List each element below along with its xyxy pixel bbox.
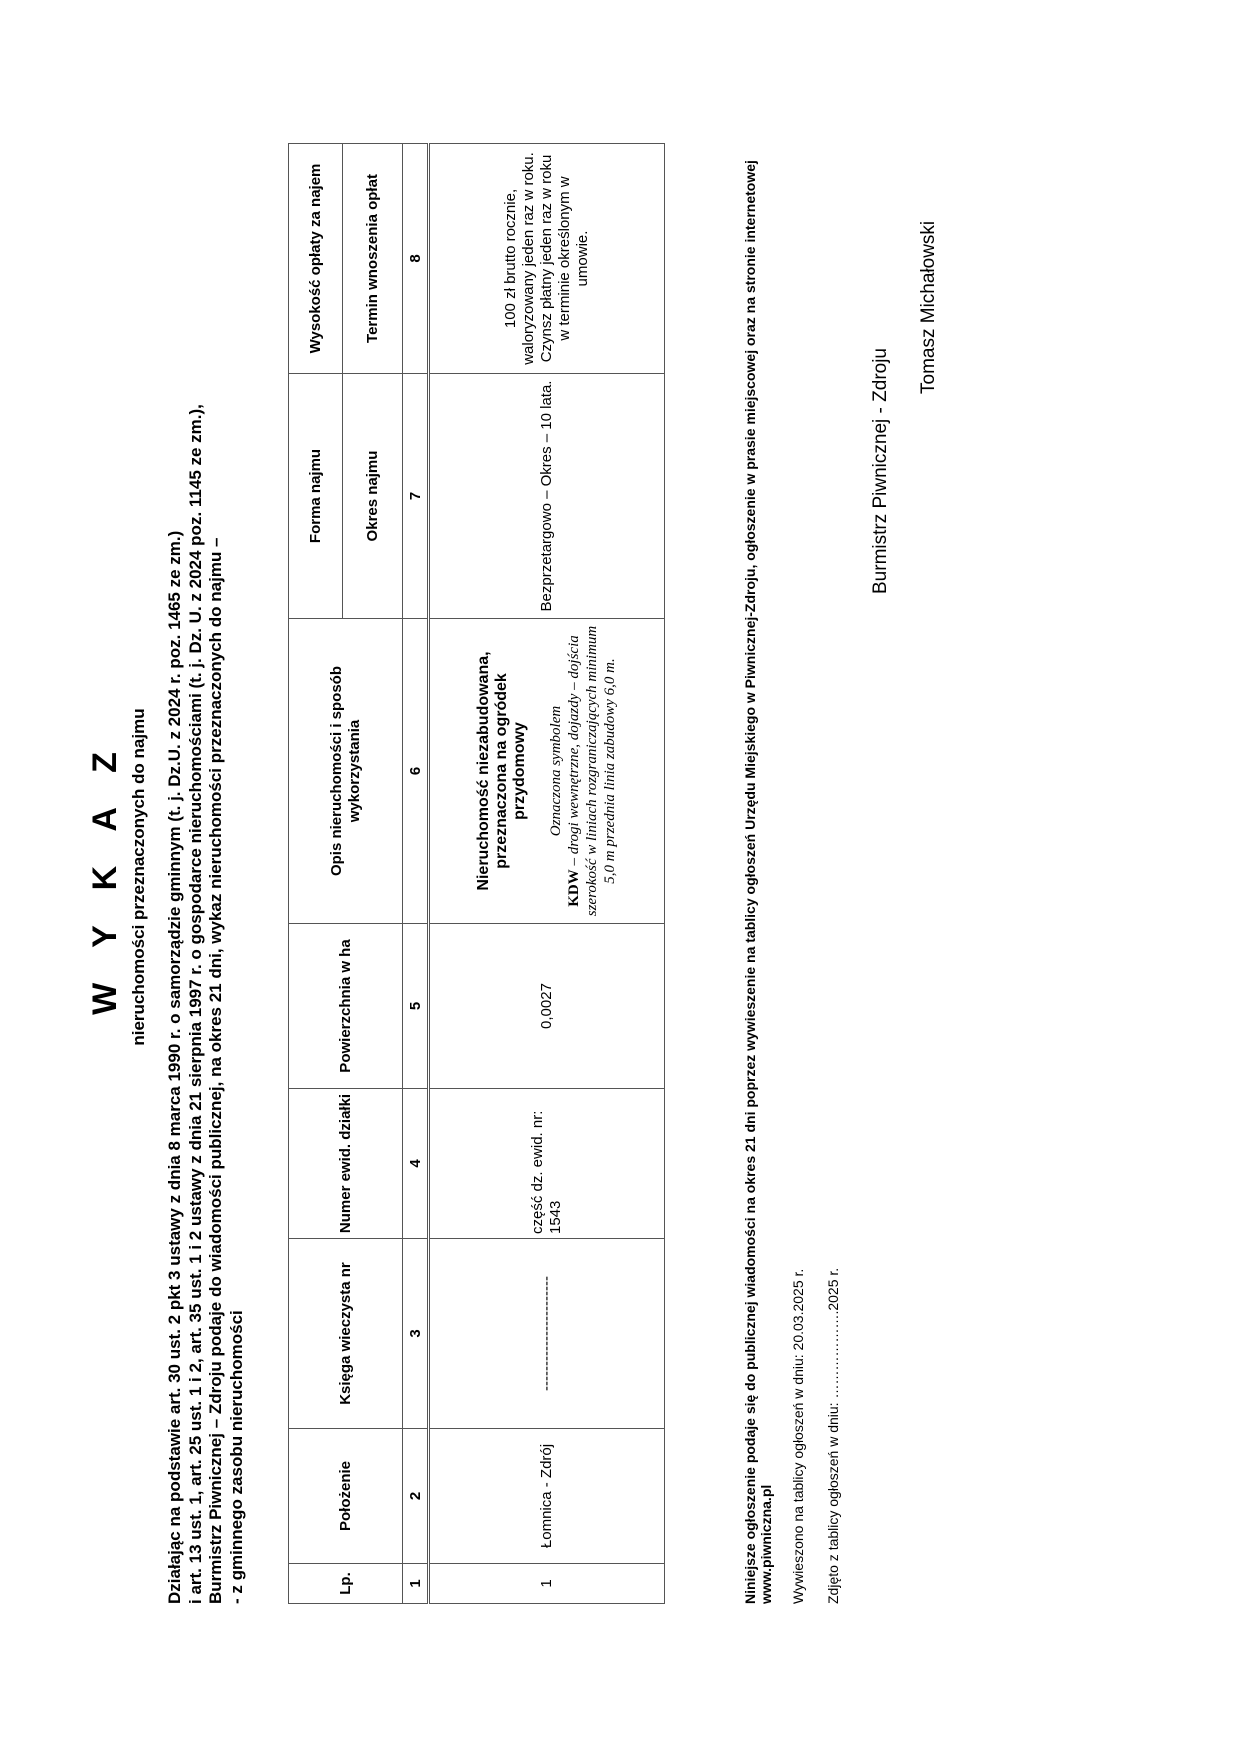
cell-numer: część dz. ewid. nr: 1543 [429, 1089, 665, 1239]
column-number: 8 [403, 144, 429, 374]
column-number: 5 [403, 924, 429, 1089]
header-lp: Lp. [289, 1564, 403, 1604]
cell-opis [429, 619, 665, 924]
intro-line: - z gminnego zasobu nieruchomości [226, 1310, 246, 1604]
intro-line: Burmistrz Piwnicznej – Zdroju podaje do wiadomości publicznej, na okres 21 dni, wykaz nieruchomości przeznaczonych do najmu – [206, 537, 225, 1604]
header-polozenie: Położenie [289, 1429, 403, 1564]
column-number: 2 [403, 1429, 429, 1564]
signature-role: Burmistrz Piwnicznej - Zdroju [870, 348, 891, 594]
header-forma: Forma najmu [289, 374, 343, 619]
cell-oplata: 100 zł brutto rocznie, waloryzowany jeden raz w roku. Czynsz płatny jeden raz w roku w terminie określonym w umowie. [429, 144, 665, 374]
posted-date: Wywieszono na tablicy ogłoszeń w dniu: 20.03.2025 r. [790, 1268, 806, 1604]
note-prefix: Oznaczona symbolem [548, 705, 564, 837]
table-row [429, 144, 665, 1604]
note-rest: – drogi wewnętrzne, dojazdy – dojścia szerokość w liniach rozgraniczających minimum 5,0 m przednia linia zabudowy 6,0 m. [566, 625, 618, 917]
column-number: 6 [403, 619, 429, 924]
column-number: 3 [403, 1239, 429, 1429]
header-numer: Numer ewid. działki [289, 1089, 403, 1239]
description-note [547, 623, 619, 919]
document-subtitle: nieruchomości przeznaczonych do najmu [129, 708, 148, 1046]
header-ksiega: Księga wieczysta nr [289, 1239, 403, 1429]
publication-notice: Niniejsze ogłoszenie podaje się do publicznej wiadomości na okres 21 dni poprzez wywieszenie na tablicy ogłoszeń Urzędu Miejskiego w Piwnicznej-Zdroju, ogłoszenie w prasie miejscowej oraz na stronie internetowej www.piwniczna.pl [742, 160, 774, 1604]
note-symbol: KDW [566, 869, 582, 907]
cell-forma-okres: Bezprzetargowo – Okres – 10 lata. [429, 374, 665, 619]
header-termin: Termin wnoszenia opłat [343, 144, 403, 374]
column-number: 7 [403, 374, 429, 619]
header-wysokosc: Wysokość opłaty za najem [289, 144, 343, 374]
header-powierzchnia: Powierzchnia w ha [289, 924, 403, 1089]
header-okres: Okres najmu [343, 374, 403, 619]
column-number: 1 [403, 1564, 429, 1604]
cell-ksiega: ----------------------- [429, 1239, 665, 1429]
intro-line: Działając na podstawie art. 30 ust. 2 pkt 3 ustawy z dnia 8 marca 1990 r. o samorządzie gminnym (t. j. Dz.U. z 2024 r. poz. 1465 ze zm.) [165, 530, 184, 1604]
signature-name: Tomasz Michałowski [918, 220, 939, 394]
column-number: 4 [403, 1089, 429, 1239]
intro-line: i art. 13 ust. 1, art. 25 ust. 1 i 2, art. 35 ust. 1 i 2 ustawy z dnia 21 sierpnia 1997 r. o gospodarce nieruchomościami (t. j. Dz. U. z 2024 poz. 1145 ze zm.), [185, 404, 205, 1604]
header-opis: Opis nieruchomości i sposób wykorzystania [289, 619, 403, 924]
legal-basis-paragraph [165, 64, 247, 1604]
cell-polozenie: Łomnica - Zdrój [429, 1429, 665, 1564]
property-table [288, 143, 665, 1604]
column-number-row [403, 144, 429, 1604]
cell-powierzchnia: 0,0027 [429, 924, 665, 1089]
removed-date: Zdjęto z tablicy ogłoszeń w dniu: ……………….2025 r. [825, 1267, 841, 1604]
document-title: W Y K A Z [86, 739, 124, 1015]
cell-lp: 1 [429, 1564, 665, 1604]
description-main: Nieruchomość niezabudowana, przeznaczona na ogródek przydomowy [475, 651, 528, 891]
